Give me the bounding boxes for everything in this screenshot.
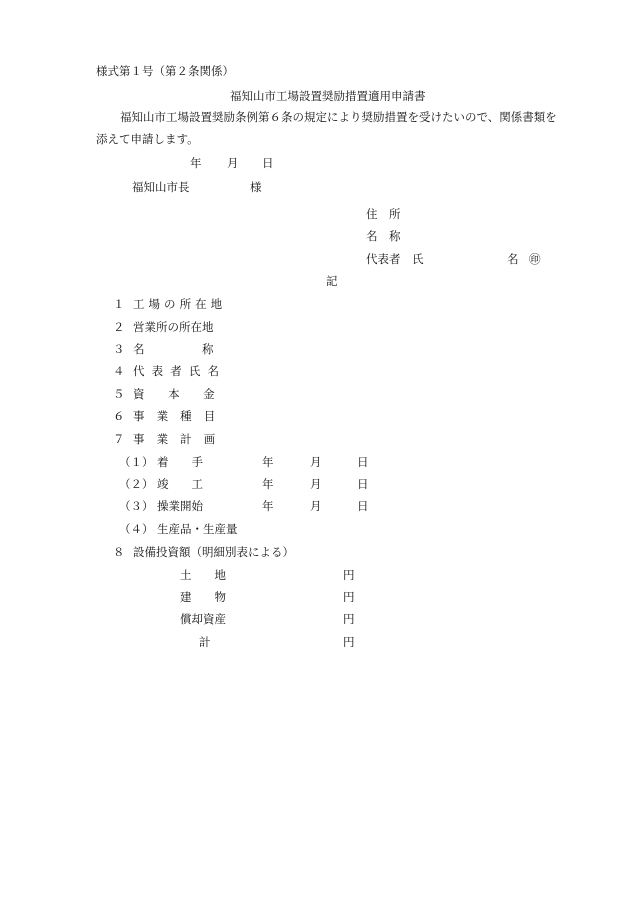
addressee-name: 福知山市長 bbox=[132, 180, 190, 194]
item-number: ６ bbox=[113, 409, 125, 423]
item-number: ５ bbox=[113, 387, 125, 401]
applicant-address-label: 住 所 bbox=[366, 207, 401, 221]
item-label-name: 名称 bbox=[133, 342, 271, 356]
item-number: ４ bbox=[113, 364, 125, 378]
investment-row-unit: 円 bbox=[343, 612, 355, 626]
item-label-business-plan: 事業計画 bbox=[133, 432, 228, 446]
plan-label-completion: 竣 工 bbox=[157, 477, 203, 491]
item-number: １ bbox=[113, 297, 125, 311]
plan-month: 月 bbox=[310, 477, 322, 491]
investment-row-unit: 円 bbox=[343, 568, 355, 582]
item-label-business-type: 事業種目 bbox=[133, 409, 228, 423]
investment-row-label: 土 地 bbox=[180, 568, 226, 582]
plan-day: 日 bbox=[357, 499, 369, 513]
investment-label: 設備投資額（明細別表による） bbox=[133, 545, 294, 559]
applicant-name-label: 名 称 bbox=[366, 229, 401, 243]
plan-number: （４） bbox=[119, 522, 154, 536]
item-label-representative: 代表者氏名 bbox=[133, 364, 227, 378]
investment-row-label: 償却資産 bbox=[180, 612, 226, 626]
date-month: 月 bbox=[227, 156, 239, 170]
plan-year: 年 bbox=[262, 499, 274, 513]
body-line-2: 添えて申請します。 bbox=[96, 132, 199, 146]
plan-label-start: 着 手 bbox=[157, 455, 203, 469]
investment-row-label: 建 物 bbox=[180, 590, 226, 604]
body-line-1: 福知山市工場設置奨励条例第６条の規定により奨励措置を受けたいので、関係書類を bbox=[120, 110, 557, 124]
investment-total-label: 計 bbox=[199, 635, 211, 649]
item-label-office-location: 営業所の所在地 bbox=[133, 320, 214, 334]
plan-label-products: 生産品・生産量 bbox=[157, 522, 238, 536]
ki-heading: 記 bbox=[326, 274, 338, 288]
plan-day: 日 bbox=[357, 455, 369, 469]
addressee-honorific: 様 bbox=[250, 180, 262, 194]
item-number: ２ bbox=[113, 320, 125, 334]
date-day: 日 bbox=[262, 156, 274, 170]
applicant-representative-label: 代表者 氏 bbox=[366, 252, 424, 266]
item-number: ３ bbox=[113, 342, 125, 356]
plan-day: 日 bbox=[357, 477, 369, 491]
item-label-factory-location: 工場の所在地 bbox=[133, 297, 227, 311]
applicant-name-char: 名 bbox=[507, 252, 519, 266]
item-number: ７ bbox=[113, 432, 125, 446]
plan-number: （１） bbox=[119, 455, 154, 469]
form-number: 様式第１号（第２条関係） bbox=[96, 64, 234, 78]
seal-mark: ㊞ bbox=[529, 252, 541, 266]
plan-month: 月 bbox=[310, 455, 322, 469]
investment-row-unit: 円 bbox=[343, 590, 355, 604]
plan-year: 年 bbox=[262, 477, 274, 491]
plan-number: （２） bbox=[119, 477, 154, 491]
plan-month: 月 bbox=[310, 499, 322, 513]
document-title: 福知山市工場設置奨励措置適用申請書 bbox=[230, 89, 426, 103]
item-number: ８ bbox=[113, 545, 125, 559]
item-label-capital: 資本金 bbox=[133, 387, 239, 401]
investment-row-unit: 円 bbox=[343, 635, 355, 649]
plan-label-operation-start: 操業開始 bbox=[157, 499, 203, 513]
date-year: 年 bbox=[190, 156, 202, 170]
plan-number: （３） bbox=[119, 499, 154, 513]
plan-year: 年 bbox=[262, 455, 274, 469]
